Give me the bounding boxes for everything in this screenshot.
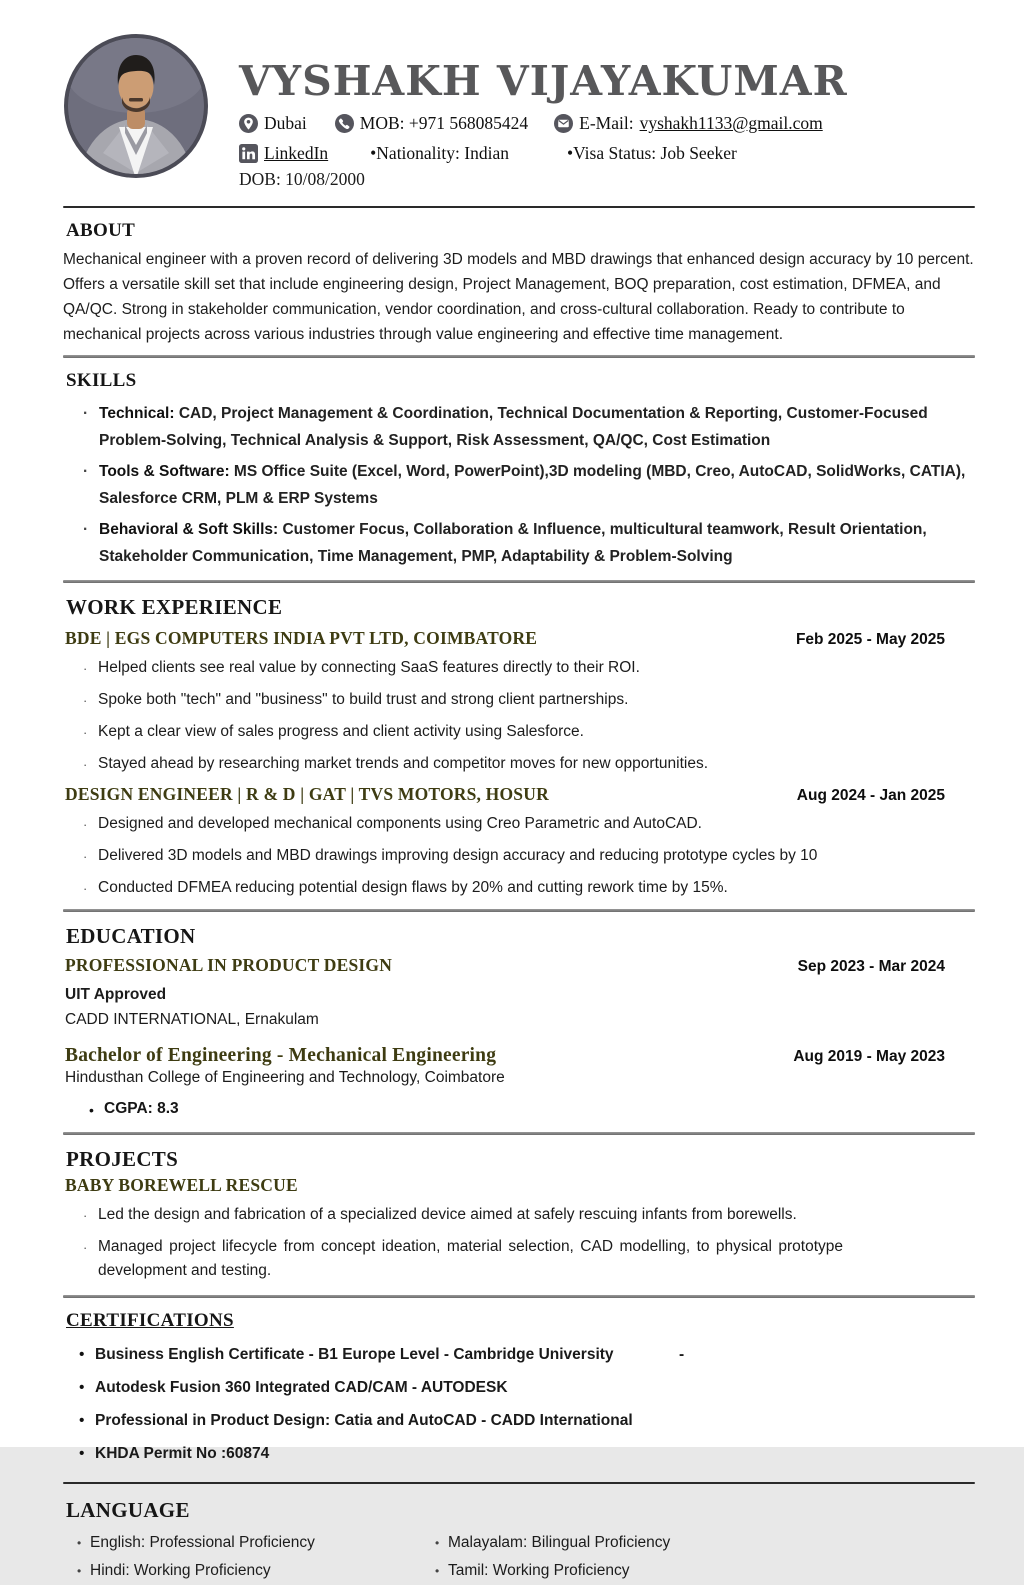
project-bullet: · Managed project lifecycle from concept ideation, material selection, CAD modelling, to physical prototype development and testing. (83, 1235, 843, 1283)
linkedin-item (239, 143, 328, 164)
skill-item (83, 400, 975, 454)
job-bullet: · Designed and developed mechanical components using Creo Parametric and AutoCAD. (83, 812, 975, 837)
language-item: • Hindi: Working Proficiency (77, 1557, 363, 1585)
dob-text: DOB: 10/08/2000 (239, 169, 365, 189)
bullet-icon: · (83, 849, 88, 864)
section-title-projects: PROJECTS (66, 1147, 179, 1171)
section-title-language: LANGUAGE (66, 1498, 190, 1522)
project-title: BABY BOREWELL RESCUE (65, 1175, 298, 1195)
project-bullets (63, 1203, 975, 1283)
gpa-bullet: • CGPA: 8.3 (89, 1097, 975, 1122)
bullet-icon: · (83, 817, 88, 832)
bullet-icon: · (83, 463, 89, 480)
about-paragraph: Mechanical engineer with a proven record of delivering 3D models and MBD drawings that enhanced design accuracy by 10 percent. Offers a versatile skill set that include engineering design, Project Management, BOQ preparation, cost estimation, DFMEA, and QA/QC. Strong in stakeholder communication, vendor coordination, and cross-cultural collaboration. Ready to contribute to mechanical projects across various industries through value engineering and effective time management. (63, 251, 974, 343)
certifications-divider (63, 1482, 975, 1484)
skill-text: CAD, Project Management & Coordination, Technical Documentation & Reporting, Customer-Focused Problem-Solving, Technical Analysis & Support, Risk Assessment, QA/QC, Cost Estimation (99, 405, 928, 449)
job-bullets (63, 812, 975, 901)
section-title-about: ABOUT (66, 220, 136, 241)
language-item: • Tamil: Working Proficiency (435, 1557, 721, 1585)
certification-item: • KHDA Permit No :60874 (79, 1439, 975, 1468)
bullet-icon: • (79, 1445, 85, 1462)
header-info (239, 28, 975, 190)
header (63, 28, 975, 190)
job-bullet: · Conducted DFMEA reducing potential design flaws by 20% and cutting rework time by 15%. (83, 876, 975, 901)
header-divider (63, 206, 975, 208)
linkedin-link[interactable]: LinkedIn (264, 143, 329, 163)
profile-photo-image (63, 33, 209, 179)
phone-text: MOB: +971 568085424 (359, 113, 529, 133)
certifications-list (63, 1340, 975, 1468)
stray-dash: - (679, 1346, 685, 1363)
bullet-icon: • (89, 1102, 94, 1118)
bullet-icon: • (77, 1564, 82, 1578)
location-text: Dubai (264, 113, 307, 133)
skills-divider (63, 580, 975, 583)
language-item: • English: Professional Proficiency (77, 1529, 363, 1557)
email-icon (554, 114, 573, 133)
bullet-icon: • (79, 1412, 85, 1429)
bullet-icon: · (83, 405, 89, 422)
education-school: CADD INTERNATIONAL, Ernakulam (65, 1011, 319, 1028)
language-columns (63, 1529, 975, 1585)
degree-dates: Aug 2019 - May 2023 (793, 1048, 945, 1065)
job-bullet: · Kept a clear view of sales progress and client activity using Salesforce. (83, 720, 975, 745)
project-bullet: · Led the design and fabrication of a specialized device aimed at safely rescuing infants from borewells. (83, 1203, 975, 1228)
skill-text: MS Office Suite (Excel, Word, PowerPoint),3D modeling (MBD, Creo, AutoCAD, SolidWorks, CATIA), Salesforce CRM, PLM & ERP Systems (99, 463, 966, 507)
profile-photo (63, 33, 209, 179)
job-title: DESIGN ENGINEER | R & D | GAT | TVS MOTORS, HOSUR (65, 784, 549, 804)
degree-title: Bachelor of Engineering - Mechanical Engineering (65, 1045, 497, 1066)
job-bullet: · Helped clients see real value by connecting SaaS features directly to their ROI. (83, 656, 975, 681)
job-bullet: · Delivered 3D models and MBD drawings improving design accuracy and reducing prototype cycles by 10 (83, 844, 975, 869)
certification-item: • Professional in Product Design: Catia and AutoCAD - CADD International (79, 1406, 975, 1435)
location-pin-icon (239, 114, 258, 133)
language-item: • Malayalam: Bilingual Proficiency (435, 1529, 721, 1557)
bullet-icon: · (83, 661, 88, 676)
about-divider (63, 355, 975, 358)
section-title-certifications: CERTIFICATIONS (66, 1310, 234, 1331)
bullet-icon: · (83, 521, 89, 538)
job-bullet: · Stayed ahead by researching market trends and competitor moves for new opportunities. (83, 752, 975, 777)
bullet-icon: • (435, 1536, 440, 1550)
bullet-icon: · (83, 881, 88, 896)
work-divider (63, 909, 975, 912)
email-link[interactable]: vyshakh1133@gmail.com (639, 113, 823, 133)
phone-item (335, 113, 528, 134)
skill-item (83, 516, 975, 570)
job-bullets (63, 656, 975, 777)
language-column-2 (421, 1529, 721, 1585)
candidate-name: VYSHAKH VIJAYAKUMAR (239, 57, 848, 105)
skill-label: Behavioral & Soft Skills: (99, 521, 279, 538)
skill-item (83, 458, 975, 512)
contact-row-1 (239, 113, 975, 134)
degree-title: PROFESSIONAL IN PRODUCT DESIGN (65, 955, 393, 975)
bullet-icon: • (79, 1379, 85, 1396)
education-school: Hindusthan College of Engineering and Technology, Coimbatore (65, 1069, 505, 1086)
skill-label: Tools & Software: (99, 463, 230, 480)
linkedin-icon (239, 144, 258, 163)
bullet-icon: • (77, 1536, 82, 1550)
job-dates: Aug 2024 - Jan 2025 (796, 787, 945, 804)
job-title: BDE | EGS COMPUTERS INDIA PVT LTD, COIMBATORE (65, 628, 538, 648)
email-item (554, 113, 823, 134)
degree-dates: Sep 2023 - Mar 2024 (797, 958, 945, 975)
bullet-icon: · (83, 725, 88, 740)
bullet-icon: • (79, 1346, 85, 1363)
nationality-text: •Nationality: Indian (370, 143, 509, 163)
location-item (239, 113, 307, 134)
contact-row-2 (239, 143, 975, 164)
visa-status-text: •Visa Status: Job Seeker (566, 143, 737, 163)
section-title-work: WORK EXPERIENCE (66, 595, 283, 619)
job-dates: Feb 2025 - May 2025 (795, 631, 945, 648)
job-header (63, 628, 975, 649)
certification-item: • Autodesk Fusion 360 Integrated CAD/CAM - AUTODESK (79, 1373, 975, 1402)
skill-label: Technical: (99, 405, 175, 422)
language-column-1 (63, 1529, 363, 1585)
education-divider (63, 1132, 975, 1135)
education-header (63, 1045, 975, 1067)
section-title-education: EDUCATION (66, 924, 196, 948)
bullet-icon: · (83, 693, 88, 708)
section-title-skills: SKILLS (66, 370, 137, 391)
education-approval: UIT Approved (65, 986, 167, 1003)
bullet-icon: · (83, 1208, 88, 1223)
certification-item: • Business English Certificate - B1 Europe Level - Cambridge University - (79, 1340, 975, 1369)
bullet-icon: • (435, 1564, 440, 1578)
email-label: E-Mail: (579, 113, 634, 133)
skill-text: Customer Focus, Collaboration & Influence, multicultural teamwork, Result Orientation, Stakeholder Communication, Time Management, PMP, Adaptability & Problem-Solving (99, 521, 927, 565)
bullet-icon: · (83, 757, 88, 772)
phone-icon (335, 114, 354, 133)
education-header (63, 955, 975, 976)
projects-divider (63, 1295, 975, 1298)
bullet-icon: · (83, 1240, 88, 1255)
skills-list (63, 400, 975, 570)
job-bullet: · Spoke both "tech" and "business" to build trust and strong client partnerships. (83, 688, 975, 713)
job-header (63, 784, 975, 805)
